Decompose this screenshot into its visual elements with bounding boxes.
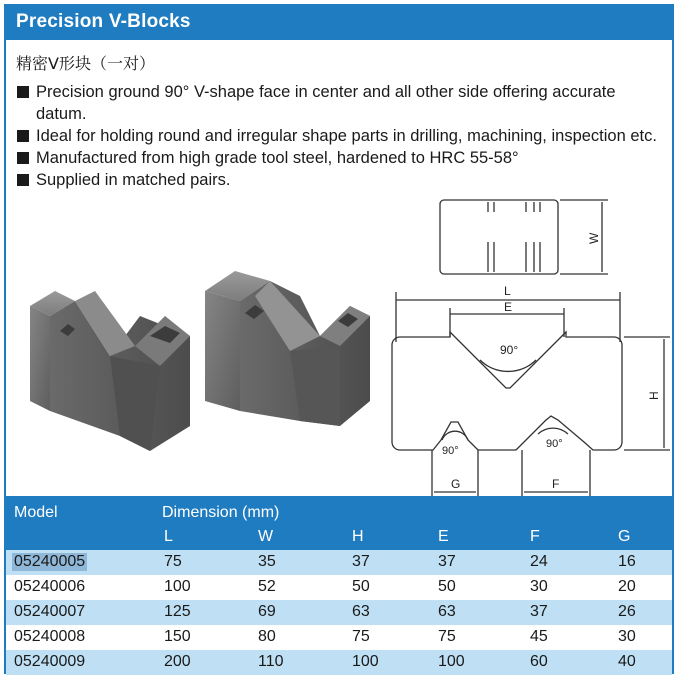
feature-list: [14, 81, 664, 191]
model-cell: 05240005: [14, 553, 86, 570]
cell-f: 37: [530, 603, 548, 620]
dimension-table: [6, 496, 672, 675]
cell-l: 75: [164, 553, 182, 570]
table-header: [6, 496, 672, 550]
label-f: F: [552, 477, 560, 491]
label-g: G: [451, 477, 461, 491]
cell-h: 37: [352, 553, 370, 570]
cell-g: 30: [618, 628, 636, 645]
bullet-icon: [17, 86, 29, 98]
cell-e: 63: [438, 603, 456, 620]
dimension-drawing: [388, 192, 678, 502]
bullet-icon: [17, 152, 29, 164]
cell-e: 50: [438, 578, 456, 595]
model-cell: 05240009: [14, 653, 86, 670]
cell-l: 100: [164, 578, 191, 595]
left-v-block: [30, 291, 190, 451]
label-l: L: [504, 284, 511, 298]
cell-f: 24: [530, 553, 548, 570]
cell-w: 110: [258, 653, 284, 670]
col-header-h: H: [352, 528, 364, 545]
col-header-f: F: [530, 528, 540, 545]
cell-w: 52: [258, 578, 276, 595]
table-row[interactable]: [6, 650, 672, 675]
cell-f: 60: [530, 653, 548, 670]
v-block-pair-photo: [20, 261, 380, 486]
cell-w: 69: [258, 603, 276, 620]
col-header-e: E: [438, 528, 449, 545]
col-header-l: L: [164, 528, 173, 545]
table-row[interactable]: [6, 575, 672, 600]
label-angle-left: 90°: [442, 445, 459, 457]
cell-e: 100: [438, 653, 465, 670]
cell-g: 16: [618, 553, 636, 570]
cell-w: 35: [258, 553, 276, 570]
cell-f: 30: [530, 578, 548, 595]
label-angle-top: 90°: [500, 343, 519, 357]
feature-item: Manufactured from high grade tool steel, hardened to HRC 55-58°: [14, 147, 664, 169]
table-row[interactable]: [6, 625, 672, 650]
model-header: Model: [14, 504, 58, 521]
cell-f: 45: [530, 628, 548, 645]
label-w: W: [587, 232, 601, 244]
model-cell: 05240006: [14, 578, 86, 595]
col-header-w: W: [258, 528, 274, 545]
feature-item: Precision ground 90° V-shape face in center and all other side offering accurate datum.: [14, 81, 664, 125]
model-cell: 05240007: [14, 603, 86, 620]
right-v-block: [205, 271, 370, 426]
cell-l: 200: [164, 653, 191, 670]
label-angle-right: 90°: [546, 438, 563, 450]
feature-item: Ideal for holding round and irregular shape parts in drilling, machining, inspection etc.: [14, 125, 664, 147]
cell-h: 50: [352, 578, 370, 595]
cell-w: 80: [258, 628, 276, 645]
col-header-g: G: [618, 528, 631, 545]
page-title: Precision V-Blocks: [16, 11, 191, 32]
cell-l: 150: [164, 628, 191, 645]
table-row[interactable]: [6, 550, 672, 575]
cell-g: 26: [618, 603, 636, 620]
cell-g: 20: [618, 578, 636, 595]
bullet-icon: [17, 174, 29, 186]
table-row[interactable]: [6, 600, 672, 625]
dimension-header: Dimension (mm): [162, 504, 280, 521]
cell-h: 63: [352, 603, 370, 620]
cell-h: 100: [352, 653, 379, 670]
bullet-icon: [17, 130, 29, 142]
label-e: E: [504, 300, 513, 314]
label-h: H: [647, 391, 661, 400]
feature-item: Supplied in matched pairs.: [14, 169, 664, 191]
cell-e: 37: [438, 553, 456, 570]
cell-l: 125: [164, 603, 191, 620]
cell-h: 75: [352, 628, 370, 645]
chinese-subtitle: 精密V形块（一对）: [16, 54, 155, 73]
product-sheet: [4, 4, 674, 674]
model-cell: 05240008: [14, 628, 86, 645]
title-bar: [6, 6, 672, 40]
cell-e: 75: [438, 628, 456, 645]
cell-g: 40: [618, 653, 636, 670]
